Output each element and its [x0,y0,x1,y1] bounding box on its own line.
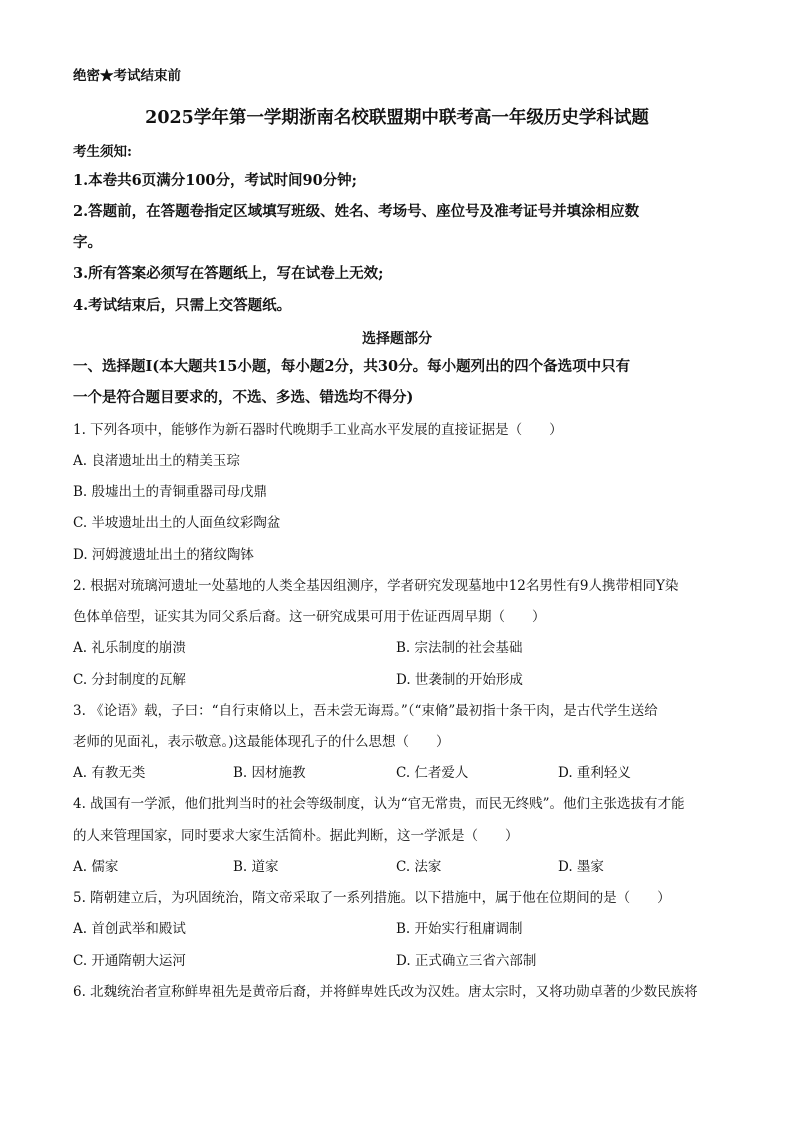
section-title: 选择题部分 [362,331,432,347]
notice-item: 2.答题前，在答题卷指定区域填写班级、姓名、考场号、座位号及准考证号并填涂相应数 [73,203,640,220]
option-b: B. 宗法制的社会基础 [396,640,523,656]
question-stem: 5. 隋朝建立后，为巩固统治，隋文帝采取了一系列措施。以下措施中，属于他在位期间的是（ ） [73,890,671,906]
option-d: D. 墨家 [558,859,604,875]
option-c: C. 法家 [396,859,442,875]
question-stem: 4. 战国有一学派，他们批判当时的社会等级制度，认为“官无常贵，而民无终贱”。他们主张选拔有才能 [73,796,685,812]
notice-item: 3.所有答案必须写在答题纸上，写在试卷上无效; [73,265,384,282]
notice-item: 字。 [73,234,102,251]
question-stem: 色体单倍型，证实其为同父系后裔。这一研究成果可用于佐证西周早期（ ） [73,609,546,625]
section-instruction: 一、选择题Ⅰ(本大题共15小题，每小题2分，共30分。每小题列出的四个备选项中只有 [73,358,631,375]
option-a: A. 儒家 [73,859,119,875]
option-b: B. 因材施教 [233,765,306,781]
option-d: D. 重利轻义 [558,765,631,781]
option-c: C. 分封制度的瓦解 [73,672,186,688]
option-d: D. 正式确立三省六部制 [396,953,537,969]
notice-heading: 考生须知: [73,144,132,160]
option-a: A. 良渚遗址出土的精美玉琮 [73,453,240,469]
confidential-mark: 绝密★考试结束前 [73,68,181,84]
question-stem: 2. 根据对琉璃河遗址一处墓地的人类全基因组测序，学者研究发现墓地中12名男性有9人携带相同Y染 [73,578,679,594]
question-stem: 老师的见面礼，表示敬意。)这最能体现孔子的什么思想（ ） [73,734,450,750]
notice-item: 4.考试结束后，只需上交答题纸。 [73,297,292,314]
question-stem: 1. 下列各项中，能够作为新石器时代晚期手工业高水平发展的直接证据是（ ） [73,422,563,438]
option-b: B. 开始实行租庸调制 [396,921,523,937]
option-b: B. 道家 [233,859,279,875]
option-c: C. 开通隋朝大运河 [73,953,186,969]
exam-title: 2025学年第一学期浙南名校联盟期中联考高一年级历史学科试题 [145,108,649,128]
question-stem: 的人来管理国家，同时要求大家生活简朴。据此判断，这一学派是（ ） [73,828,519,844]
option-d: D. 河姆渡遗址出土的猪纹陶钵 [73,547,254,563]
option-d: D. 世袭制的开始形成 [396,672,523,688]
option-b: B. 殷墟出土的青铜重器司母戊鼎 [73,484,268,500]
notice-item: 1.本卷共6页满分100分，考试时间90分钟; [73,172,358,189]
question-stem: 3. 《论语》载，子曰：“自行束脩以上，吾未尝无诲焉。”（“束脩”最初指十条干肉，是古代学生送给 [73,703,658,719]
option-c: C. 半坡遗址出土的人面鱼纹彩陶盆 [73,515,281,531]
section-instruction: 一个是符合题目要求的，不选、多选、错选均不得分) [73,389,414,406]
option-a: A. 首创武举和殿试 [73,921,186,937]
question-stem: 6. 北魏统治者宣称鲜卑祖先是黄帝后裔，并将鲜卑姓氏改为汉姓。唐太宗时，又将功勋卓著的少数民族将 [73,984,698,1000]
option-a: A. 有教无类 [73,765,146,781]
option-c: C. 仁者爱人 [396,765,469,781]
option-a: A. 礼乐制度的崩溃 [73,640,186,656]
